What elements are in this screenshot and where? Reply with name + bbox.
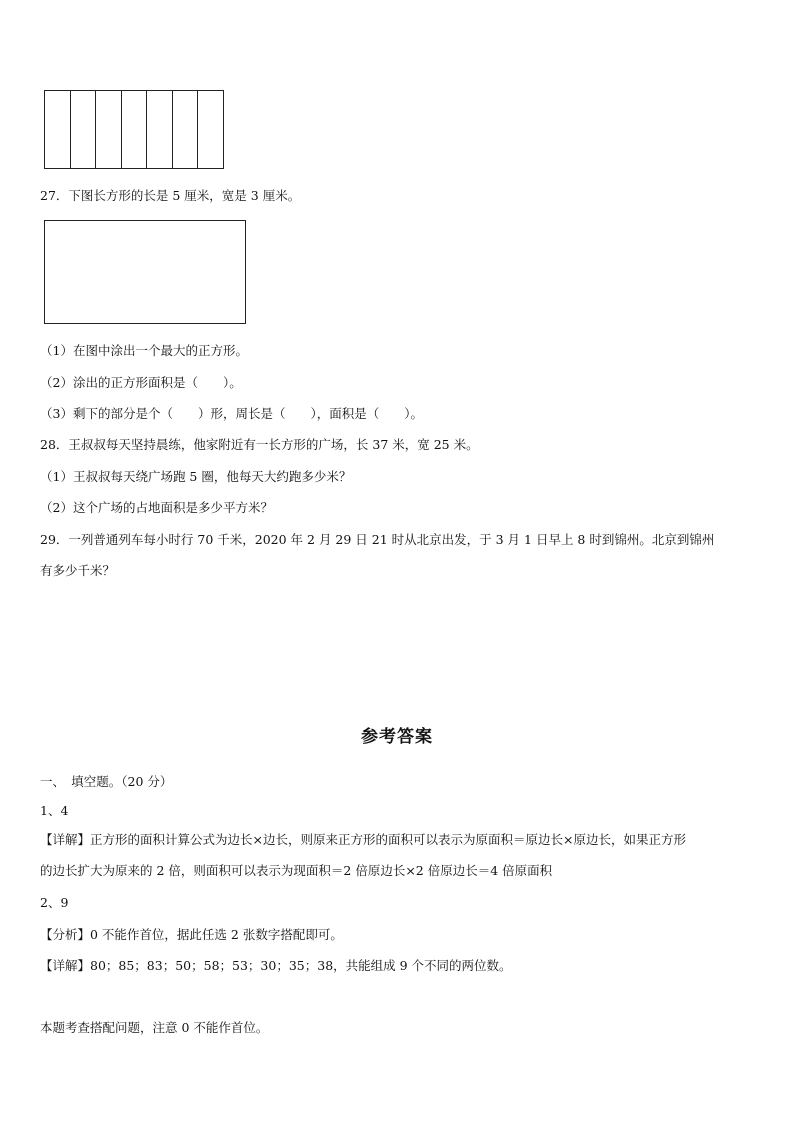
strip-cell bbox=[198, 91, 223, 168]
question-29-line1: 29．一列普通列车每小时行 70 千米，2020 年 2 月 29 日 21 时从北京出发，于 3 月 1 日早上 8 时到锦州。北京到锦州 bbox=[40, 532, 715, 547]
question-28-sub1: （1）王叔叔每天绕广场跑 5 圈，他每天大约跑多少米？ bbox=[40, 469, 352, 484]
answer-2-label: 2、9 bbox=[40, 895, 69, 910]
question-29-line2: 有多少千米？ bbox=[40, 563, 116, 578]
answer-2-analysis: 【分析】0 不能作首位，据此任选 2 张数字搭配即可。 bbox=[40, 927, 343, 942]
answers-section-heading: 一、 填空题。（20 分） bbox=[40, 774, 173, 789]
question-27-sub1: （1）在图中涂出一个最大的正方形。 bbox=[40, 343, 248, 358]
question-28-sub2: （2）这个广场的占地面积是多少平方米？ bbox=[40, 500, 273, 515]
strip-cell bbox=[122, 91, 148, 168]
strip-cell bbox=[71, 91, 97, 168]
seven-column-strip-figure bbox=[44, 90, 224, 169]
answer-1-detail-line2: 的边长扩大为原来的 2 倍，则面积可以表示为现面积＝2 倍原边长×2 倍原边长＝4 倍原面积 bbox=[40, 863, 553, 878]
strip-cell bbox=[45, 91, 71, 168]
rectangle-figure bbox=[44, 220, 246, 324]
answer-1-label: 1、4 bbox=[40, 803, 69, 818]
question-27-sub3: （3）剩下的部分是个（ ）形，周长是（ ），面积是（ ）。 bbox=[40, 406, 423, 421]
strip-cell bbox=[173, 91, 199, 168]
answer-2-note: 本题考查搭配问题，注意 0 不能作首位。 bbox=[40, 1020, 269, 1035]
question-27-sub2: （2）涂出的正方形面积是（ ）。 bbox=[40, 375, 242, 390]
answer-1-detail-line1: 【详解】正方形的面积计算公式为边长×边长，则原来正方形的面积可以表示为原面积＝原边长×原边长，如果正方形 bbox=[40, 832, 686, 847]
question-28-stem: 28．王叔叔每天坚持晨练，他家附近有一长方形的广场，长 37 米，宽 25 米。 bbox=[40, 437, 479, 452]
answers-title: 参考答案 bbox=[361, 727, 433, 747]
question-27-stem: 27．下图长方形的长是 5 厘米，宽是 3 厘米。 bbox=[40, 188, 301, 203]
strip-cell bbox=[96, 91, 122, 168]
answer-2-detail: 【详解】80；85；83；50；58；53；30；35；38，共能组成 9 个不同的两位数。 bbox=[40, 958, 512, 973]
strip-cell bbox=[147, 91, 173, 168]
